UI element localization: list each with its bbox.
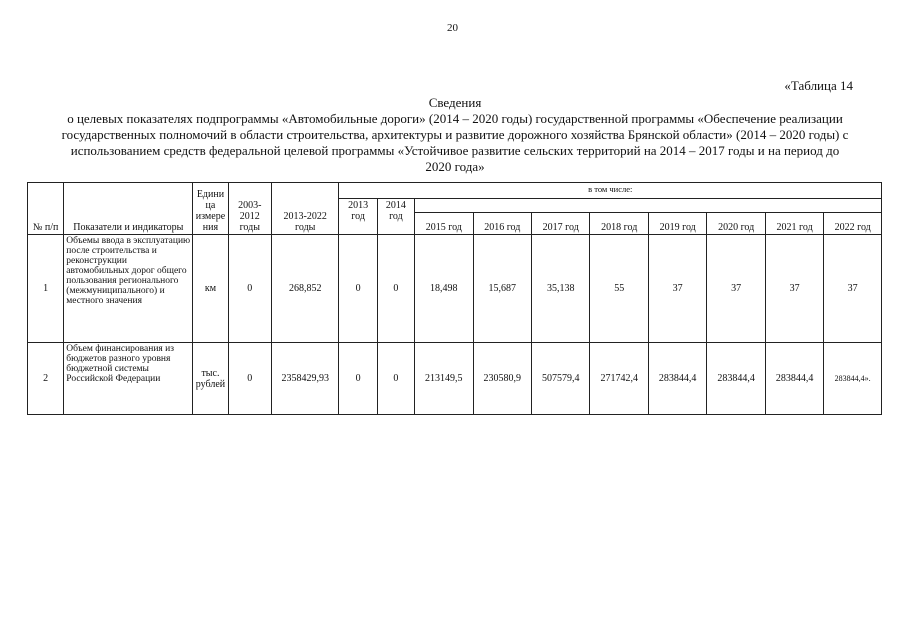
cell-2003-2012: 0 <box>228 343 271 415</box>
header-unit: Едини ца измере ния <box>193 183 228 235</box>
cell-2022: 283844,4». <box>824 343 882 415</box>
document-title <box>60 95 850 175</box>
cell-2021: 283844,4 <box>765 343 823 415</box>
header-num: № п/п <box>28 183 64 235</box>
cell-num: 2 <box>28 343 64 415</box>
header-2013-2022: 2013-2022 годы <box>271 183 339 235</box>
header-year-2019: 2019 год <box>648 213 706 235</box>
header-year-2013: 2013 год <box>339 199 377 235</box>
table-caption: «Таблица 14 <box>784 78 853 93</box>
cell-2013-2022: 2358429,93 <box>271 343 339 415</box>
cell-2021: 37 <box>765 235 823 343</box>
cell-2017: 507579,4 <box>532 343 590 415</box>
header-year-2017: 2017 год <box>532 213 590 235</box>
cell-2015: 18,498 <box>415 235 473 343</box>
cell-2020: 37 <box>707 235 765 343</box>
cell-unit: км <box>193 235 228 343</box>
header-year-2020: 2020 год <box>707 213 765 235</box>
cell-2017: 35,138 <box>532 235 590 343</box>
header-2003-2012: 2003-2012 годы <box>228 183 271 235</box>
cell-unit: тыс. рублей <box>193 343 228 415</box>
cell-2020: 283844,4 <box>707 343 765 415</box>
cell-2014: 0 <box>377 235 414 343</box>
cell-indicator: Объем финансирования из бюджетов разного уровня бюджетной системы Российской Федерации <box>64 343 193 415</box>
cell-2013: 0 <box>339 235 377 343</box>
subtitle: о целевых показателях подпрограммы «Автомобильные дороги» (2014 – 2020 годы) государственной программы «Обеспечение реализации государственных полномочий в области строительства, архитектуры и развитие дорожного хозяйства Брянской области» (2014 – 2020 годы) с использованием средств федеральной целевой программы «Устойчивое развитие сельских территорий на 2014 – 2017 годы и на период до 2020 года» <box>61 111 849 174</box>
header-indicator: Показатели и индикаторы <box>64 183 193 235</box>
indicators-table <box>27 182 882 415</box>
cell-2015: 213149,5 <box>415 343 473 415</box>
heading: Сведения <box>428 95 482 110</box>
header-year-2016: 2016 год <box>473 213 531 235</box>
cell-2022: 37 <box>824 235 882 343</box>
table-row <box>28 235 882 343</box>
cell-2013-2022: 268,852 <box>271 235 339 343</box>
header-including: в том числе: <box>339 183 882 199</box>
cell-indicator: Объемы ввода в эксплуатацию после строительства и реконструкции автомобильных дорог общего пользования регионального (межмуниципального) и местного значения <box>64 235 193 343</box>
cell-2018: 55 <box>590 235 648 343</box>
page-number: 20 <box>447 22 458 34</box>
cell-2019: 283844,4 <box>648 343 706 415</box>
cell-2003-2012: 0 <box>228 235 271 343</box>
cell-2016: 230580,9 <box>473 343 531 415</box>
cell-2016: 15,687 <box>473 235 531 343</box>
header-year-2014: 2014 год <box>377 199 414 235</box>
cell-2018: 271742,4 <box>590 343 648 415</box>
cell-2014: 0 <box>377 343 414 415</box>
cell-2019: 37 <box>648 235 706 343</box>
cell-2013: 0 <box>339 343 377 415</box>
header-year-2018: 2018 год <box>590 213 648 235</box>
cell-num: 1 <box>28 235 64 343</box>
table-row <box>28 343 882 415</box>
header-year-2015: 2015 год <box>415 213 473 235</box>
header-year-2022: 2022 год <box>824 213 882 235</box>
header-year-2021: 2021 год <box>765 213 823 235</box>
